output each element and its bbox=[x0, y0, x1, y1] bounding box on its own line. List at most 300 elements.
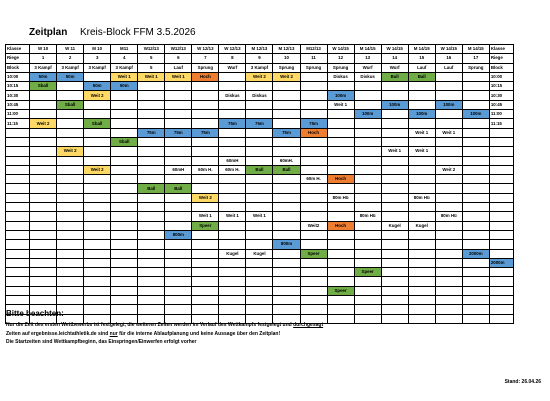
header-cell-klasse: W 12/13 bbox=[219, 45, 246, 54]
event-cell: Ball bbox=[246, 165, 273, 174]
schedule-cell bbox=[381, 175, 408, 184]
event-cell: Weit 1 bbox=[327, 100, 354, 109]
schedule-cell bbox=[327, 268, 354, 277]
schedule-cell bbox=[57, 296, 84, 305]
schedule-cell bbox=[435, 147, 462, 156]
schedule-cell bbox=[84, 240, 111, 249]
schedule-cell bbox=[57, 165, 84, 174]
time-cell bbox=[6, 128, 30, 137]
schedule-cell bbox=[408, 230, 435, 239]
event-cell: Ball bbox=[138, 184, 165, 193]
schedule-cell bbox=[462, 137, 489, 146]
page-title: Zeitplan bbox=[29, 27, 68, 38]
header-cell-block: Sprung bbox=[462, 63, 489, 72]
schedule-cell bbox=[111, 175, 138, 184]
header-cell-klasse: Klasse bbox=[489, 45, 513, 54]
schedule-cell bbox=[408, 240, 435, 249]
time-cell bbox=[6, 147, 30, 156]
header-cell-riege: Riege bbox=[489, 54, 513, 63]
event-cell: 75m bbox=[219, 119, 246, 128]
schedule-cell bbox=[84, 268, 111, 277]
schedule-cell bbox=[462, 72, 489, 81]
schedule-cell bbox=[381, 110, 408, 119]
header-cell-block: Lauf bbox=[408, 63, 435, 72]
schedule-cell bbox=[354, 221, 381, 230]
schedule-row bbox=[6, 212, 514, 221]
schedule-cell bbox=[111, 203, 138, 212]
schedule-cell bbox=[327, 82, 354, 91]
schedule-cell bbox=[246, 258, 273, 267]
schedule-cell bbox=[354, 249, 381, 258]
schedule-cell bbox=[192, 230, 219, 239]
notes-heading: Bitte beachten: bbox=[6, 309, 64, 318]
schedule-cell bbox=[57, 277, 84, 286]
event-cell: 60mH bbox=[165, 165, 192, 174]
schedule-row bbox=[6, 119, 514, 128]
event-cell: 2000m bbox=[462, 249, 489, 258]
schedule-cell bbox=[300, 147, 327, 156]
time-cell bbox=[6, 184, 30, 193]
schedule-row bbox=[6, 184, 514, 193]
schedule-cell bbox=[192, 203, 219, 212]
schedule-cell bbox=[300, 203, 327, 212]
schedule-cell bbox=[408, 119, 435, 128]
schedule-cell bbox=[435, 184, 462, 193]
schedule-cell bbox=[57, 258, 84, 267]
header-cell-klasse: W 14/15 bbox=[435, 45, 462, 54]
event-cell: Kugel bbox=[381, 221, 408, 230]
event-cell: Weit 2 bbox=[192, 193, 219, 202]
schedule-cell bbox=[327, 296, 354, 305]
schedule-cell bbox=[57, 286, 84, 295]
event-cell: 800m bbox=[273, 240, 300, 249]
schedule-cell bbox=[30, 221, 57, 230]
time-cell bbox=[6, 221, 30, 230]
event-cell: Hoch bbox=[192, 72, 219, 81]
schedule-cell bbox=[111, 240, 138, 249]
schedule-cell bbox=[462, 221, 489, 230]
schedule-cell bbox=[165, 221, 192, 230]
time-cell bbox=[489, 296, 513, 305]
schedule-cell bbox=[84, 277, 111, 286]
schedule-cell bbox=[300, 286, 327, 295]
time-cell bbox=[6, 175, 30, 184]
schedule-cell bbox=[462, 147, 489, 156]
time-cell bbox=[6, 240, 30, 249]
time-cell: 10:15 bbox=[6, 82, 30, 91]
schedule-cell bbox=[165, 137, 192, 146]
note-line-1 bbox=[6, 321, 526, 330]
schedule-cell bbox=[30, 184, 57, 193]
schedule-cell bbox=[111, 258, 138, 267]
event-cell: 50m bbox=[111, 82, 138, 91]
header-cell-riege: 4 bbox=[111, 54, 138, 63]
time-cell: 10:45 bbox=[6, 100, 30, 109]
schedule-cell bbox=[327, 258, 354, 267]
time-cell bbox=[6, 203, 30, 212]
header-row-block bbox=[6, 63, 514, 72]
schedule-cell bbox=[138, 110, 165, 119]
event-cell: Sball bbox=[84, 119, 111, 128]
schedule-cell bbox=[381, 277, 408, 286]
schedule-cell bbox=[138, 100, 165, 109]
schedule-cell bbox=[300, 193, 327, 202]
schedule-cell bbox=[354, 258, 381, 267]
header-cell-block: 3 Kampf bbox=[111, 63, 138, 72]
schedule-cell bbox=[300, 258, 327, 267]
schedule-cell bbox=[408, 175, 435, 184]
schedule-cell bbox=[219, 82, 246, 91]
event-cell: Speer bbox=[327, 286, 354, 295]
schedule-cell bbox=[381, 156, 408, 165]
schedule-cell bbox=[111, 91, 138, 100]
schedule-cell bbox=[84, 203, 111, 212]
header-cell-riege: 2 bbox=[57, 54, 84, 63]
schedule-cell bbox=[111, 128, 138, 137]
event-cell: Sball bbox=[111, 137, 138, 146]
schedule-row bbox=[6, 156, 514, 165]
header-cell-riege: 8 bbox=[219, 54, 246, 63]
schedule-cell bbox=[327, 119, 354, 128]
schedule-row bbox=[6, 296, 514, 305]
schedule-cell bbox=[165, 277, 192, 286]
schedule-cell bbox=[381, 249, 408, 258]
schedule-cell bbox=[192, 147, 219, 156]
schedule-cell bbox=[246, 156, 273, 165]
schedule-cell bbox=[300, 165, 327, 174]
schedule-cell bbox=[219, 147, 246, 156]
time-cell bbox=[6, 277, 30, 286]
schedule-cell bbox=[111, 184, 138, 193]
schedule-cell bbox=[300, 268, 327, 277]
event-cell: Weit 1 bbox=[381, 147, 408, 156]
header-cell-block: Sprung bbox=[327, 63, 354, 72]
event-cell: Ball bbox=[165, 184, 192, 193]
event-cell: Weit 1 bbox=[165, 72, 192, 81]
schedule-cell bbox=[30, 277, 57, 286]
schedule-cell bbox=[57, 137, 84, 146]
schedule-cell bbox=[57, 156, 84, 165]
schedule-cell bbox=[219, 203, 246, 212]
event-cell: 80m Hü bbox=[435, 212, 462, 221]
schedule-cell bbox=[327, 128, 354, 137]
schedule-cell bbox=[435, 240, 462, 249]
schedule-cell bbox=[246, 296, 273, 305]
schedule-cell bbox=[273, 119, 300, 128]
schedule-cell bbox=[57, 110, 84, 119]
schedule-cell bbox=[57, 119, 84, 128]
schedule-cell bbox=[246, 268, 273, 277]
event-cell: 100m bbox=[408, 110, 435, 119]
schedule-cell bbox=[300, 184, 327, 193]
event-cell: Ball bbox=[408, 72, 435, 81]
schedule-cell bbox=[30, 137, 57, 146]
time-cell bbox=[6, 286, 30, 295]
schedule-cell bbox=[111, 249, 138, 258]
schedule-cell bbox=[57, 184, 84, 193]
schedule-table bbox=[5, 44, 514, 324]
header-cell-riege: 17 bbox=[462, 54, 489, 63]
header-cell-klasse: W 11 bbox=[57, 45, 84, 54]
schedule-cell bbox=[462, 230, 489, 239]
stand-date: Stand: 26.04.26 bbox=[504, 379, 541, 385]
schedule-row bbox=[6, 72, 514, 81]
schedule-cell bbox=[273, 147, 300, 156]
schedule-cell bbox=[111, 147, 138, 156]
schedule-cell bbox=[327, 137, 354, 146]
schedule-cell bbox=[84, 230, 111, 239]
event-cell: Weit2 bbox=[300, 221, 327, 230]
header-cell-block: 3 Kampf bbox=[246, 63, 273, 72]
schedule-cell bbox=[273, 258, 300, 267]
schedule-cell bbox=[327, 147, 354, 156]
schedule-cell bbox=[84, 72, 111, 81]
schedule-cell bbox=[246, 193, 273, 202]
schedule-cell bbox=[192, 258, 219, 267]
schedule-cell bbox=[462, 184, 489, 193]
schedule-cell bbox=[84, 193, 111, 202]
schedule-cell bbox=[192, 175, 219, 184]
time-cell: 10:30 bbox=[489, 91, 513, 100]
time-cell bbox=[489, 286, 513, 295]
schedule-cell bbox=[165, 203, 192, 212]
time-cell bbox=[489, 240, 513, 249]
time-cell: 11:00 bbox=[6, 110, 30, 119]
time-cell bbox=[489, 203, 513, 212]
schedule-cell bbox=[138, 296, 165, 305]
schedule-cell bbox=[408, 156, 435, 165]
event-cell: Speer bbox=[354, 268, 381, 277]
schedule-cell bbox=[327, 277, 354, 286]
schedule-row bbox=[6, 100, 514, 109]
schedule-cell bbox=[273, 184, 300, 193]
schedule-cell bbox=[354, 128, 381, 137]
header-cell-riege: 9 bbox=[246, 54, 273, 63]
schedule-cell bbox=[111, 193, 138, 202]
schedule-cell bbox=[300, 100, 327, 109]
schedule-cell bbox=[462, 165, 489, 174]
event-cell: 100m bbox=[462, 110, 489, 119]
schedule-cell bbox=[138, 165, 165, 174]
schedule-cell bbox=[408, 268, 435, 277]
event-cell: Weit 1 bbox=[219, 212, 246, 221]
schedule-cell bbox=[327, 249, 354, 258]
schedule-cell bbox=[273, 82, 300, 91]
schedule-cell bbox=[192, 286, 219, 295]
header-cell-block: Block bbox=[489, 63, 513, 72]
schedule-cell bbox=[246, 277, 273, 286]
schedule-cell bbox=[57, 240, 84, 249]
event-cell: 60m H. bbox=[300, 175, 327, 184]
event-cell: Weit 2 bbox=[84, 91, 111, 100]
schedule-cell bbox=[462, 100, 489, 109]
time-cell: 10:15 bbox=[489, 82, 513, 91]
time-cell: 11:15 bbox=[489, 119, 513, 128]
schedule-cell bbox=[84, 296, 111, 305]
schedule-cell bbox=[165, 110, 192, 119]
schedule-cell bbox=[462, 286, 489, 295]
event-cell: 50m bbox=[57, 72, 84, 81]
event-cell: Weit 1 bbox=[408, 128, 435, 137]
event-cell: Weit 2 bbox=[246, 72, 273, 81]
schedule-row bbox=[6, 175, 514, 184]
schedule-cell bbox=[300, 230, 327, 239]
schedule-cell bbox=[84, 137, 111, 146]
header-cell-block: 5 bbox=[138, 63, 165, 72]
schedule-cell bbox=[30, 128, 57, 137]
schedule-row bbox=[6, 137, 514, 146]
schedule-cell bbox=[84, 156, 111, 165]
event-cell: Diskus bbox=[327, 72, 354, 81]
schedule-cell bbox=[57, 91, 84, 100]
header-cell-riege: 3 bbox=[84, 54, 111, 63]
event-cell: 75m bbox=[300, 119, 327, 128]
header-cell-riege: 15 bbox=[408, 54, 435, 63]
schedule-cell bbox=[408, 296, 435, 305]
schedule-cell bbox=[462, 258, 489, 267]
schedule-cell bbox=[381, 268, 408, 277]
schedule-cell bbox=[138, 286, 165, 295]
schedule-cell bbox=[138, 147, 165, 156]
schedule-cell bbox=[84, 110, 111, 119]
notes-section bbox=[6, 309, 526, 347]
time-cell bbox=[6, 296, 30, 305]
schedule-cell bbox=[354, 156, 381, 165]
schedule-cell bbox=[57, 268, 84, 277]
header-cell-klasse: M 14/15 bbox=[462, 45, 489, 54]
schedule-cell bbox=[435, 221, 462, 230]
header-cell-riege: 13 bbox=[354, 54, 381, 63]
schedule-cell bbox=[165, 147, 192, 156]
header-cell-riege: 1 bbox=[30, 54, 57, 63]
schedule-cell bbox=[327, 240, 354, 249]
event-cell: Hoch bbox=[327, 221, 354, 230]
schedule-cell bbox=[327, 230, 354, 239]
header-cell-block: 3 Kampf bbox=[84, 63, 111, 72]
schedule-cell bbox=[192, 100, 219, 109]
note-line-2-text: Zeiten auf ergebnisse.leichtathletik.de sind bbox=[6, 330, 110, 337]
schedule-cell bbox=[246, 137, 273, 146]
schedule-cell bbox=[219, 110, 246, 119]
event-cell: 60mH. bbox=[273, 156, 300, 165]
schedule-cell bbox=[165, 193, 192, 202]
schedule-cell bbox=[273, 221, 300, 230]
header-cell-riege: 10 bbox=[273, 54, 300, 63]
schedule-cell bbox=[57, 230, 84, 239]
time-cell: 10:45 bbox=[489, 100, 513, 109]
time-cell: 10:30 bbox=[6, 91, 30, 100]
event-cell: Sball bbox=[30, 82, 57, 91]
schedule-cell bbox=[327, 110, 354, 119]
page-subtitle: Kreis-Block FFM 3.5.2026 bbox=[80, 27, 196, 38]
event-cell: Hoch bbox=[300, 128, 327, 137]
schedule-cell bbox=[381, 230, 408, 239]
schedule-cell bbox=[57, 203, 84, 212]
schedule-cell bbox=[57, 221, 84, 230]
schedule-cell bbox=[435, 277, 462, 286]
note-line-2 bbox=[6, 330, 526, 339]
schedule-cell bbox=[138, 249, 165, 258]
header-cell-block: Wurf bbox=[354, 63, 381, 72]
schedule-cell bbox=[273, 193, 300, 202]
schedule-row bbox=[6, 110, 514, 119]
schedule-cell bbox=[219, 193, 246, 202]
event-cell: Diskus bbox=[354, 72, 381, 81]
schedule-cell bbox=[381, 212, 408, 221]
schedule-cell bbox=[462, 175, 489, 184]
schedule-cell bbox=[408, 82, 435, 91]
schedule-cell bbox=[30, 249, 57, 258]
header-cell-klasse: M 12/13 bbox=[273, 45, 300, 54]
event-cell: 100m bbox=[435, 100, 462, 109]
schedule-cell bbox=[57, 193, 84, 202]
time-cell bbox=[489, 212, 513, 221]
time-cell bbox=[6, 249, 30, 258]
schedule-cell bbox=[300, 156, 327, 165]
header-row-riege bbox=[6, 54, 514, 63]
schedule-cell bbox=[246, 82, 273, 91]
schedule-cell bbox=[462, 240, 489, 249]
schedule-cell bbox=[84, 258, 111, 267]
schedule-cell bbox=[273, 91, 300, 100]
header-cell-block: Sprung bbox=[300, 63, 327, 72]
schedule-cell bbox=[57, 128, 84, 137]
schedule-row bbox=[6, 91, 514, 100]
header-cell-klasse: W12/13 bbox=[138, 45, 165, 54]
time-cell bbox=[6, 193, 30, 202]
schedule-cell bbox=[219, 240, 246, 249]
schedule-cell bbox=[300, 91, 327, 100]
header-cell-riege: 16 bbox=[435, 54, 462, 63]
schedule-cell bbox=[273, 137, 300, 146]
schedule-cell bbox=[273, 277, 300, 286]
schedule-row bbox=[6, 203, 514, 212]
schedule-cell bbox=[219, 72, 246, 81]
schedule-cell bbox=[165, 286, 192, 295]
event-cell: Ball bbox=[381, 72, 408, 81]
schedule-row bbox=[6, 230, 514, 239]
schedule-cell bbox=[30, 175, 57, 184]
note-line-3: Die Startzeiten sind Wettkampfbeginn, das Einspringen/Einwerfen erfolgt vorher bbox=[6, 339, 197, 345]
schedule-cell bbox=[57, 212, 84, 221]
schedule-cell bbox=[354, 119, 381, 128]
time-cell bbox=[6, 230, 30, 239]
schedule-cell bbox=[300, 82, 327, 91]
header-cell-klasse: W 10 bbox=[30, 45, 57, 54]
schedule-cell bbox=[354, 91, 381, 100]
schedule-cell bbox=[30, 165, 57, 174]
schedule-cell bbox=[273, 212, 300, 221]
schedule-cell bbox=[462, 203, 489, 212]
schedule-cell bbox=[192, 156, 219, 165]
schedule-cell bbox=[138, 156, 165, 165]
schedule-cell bbox=[462, 128, 489, 137]
schedule-cell bbox=[219, 296, 246, 305]
schedule-cell bbox=[84, 100, 111, 109]
event-cell: Weit 1 bbox=[246, 212, 273, 221]
schedule-cell bbox=[219, 258, 246, 267]
schedule-cell bbox=[300, 137, 327, 146]
schedule-cell bbox=[381, 91, 408, 100]
schedule-cell bbox=[435, 258, 462, 267]
time-cell bbox=[6, 165, 30, 174]
schedule-cell bbox=[300, 240, 327, 249]
schedule-cell bbox=[219, 230, 246, 239]
time-cell bbox=[489, 128, 513, 137]
schedule-cell bbox=[30, 100, 57, 109]
schedule-cell bbox=[408, 137, 435, 146]
schedule-cell bbox=[165, 175, 192, 184]
